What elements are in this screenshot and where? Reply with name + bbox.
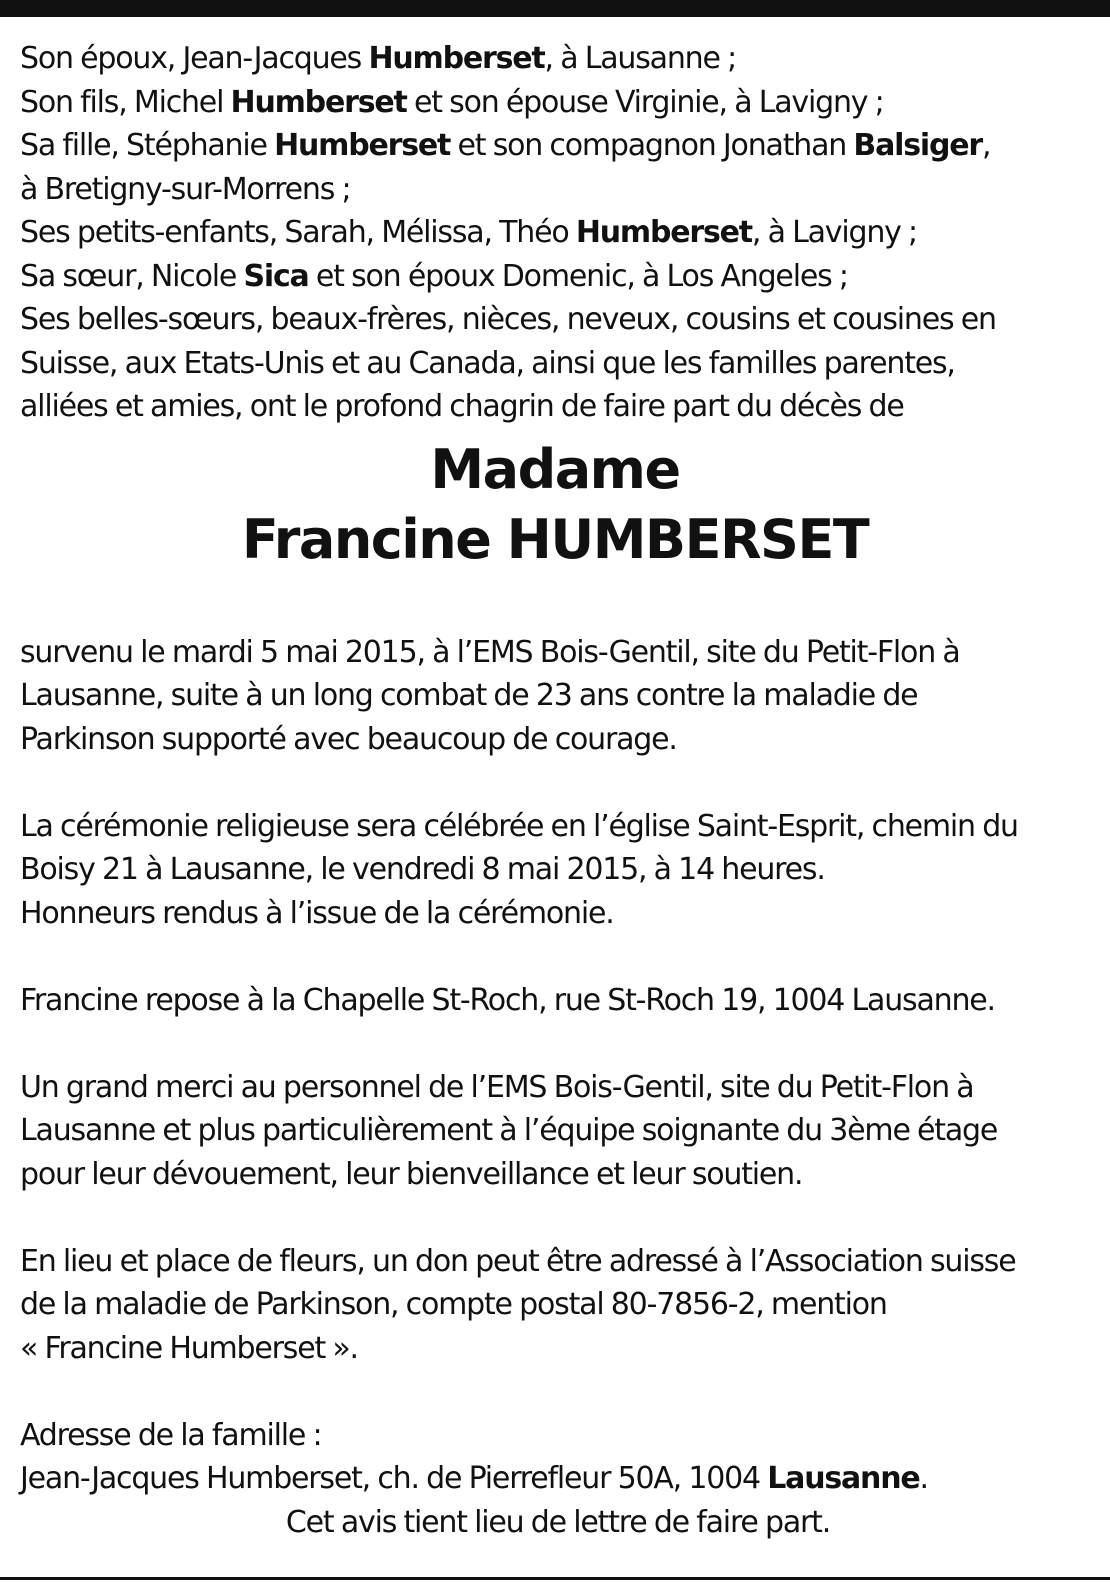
surname: Humberset xyxy=(368,41,545,76)
thanks-paragraph-line: Lausanne et plus particulièrement à l’équipe soignante du 3ème étage xyxy=(20,1113,998,1148)
rest-paragraph: Francine repose à la Chapelle St-Roch, rue St-Roch 19, 1004 Lausanne. xyxy=(20,982,995,1018)
death-paragraph-line: Lausanne, suite à un long combat de 23 ans contre la maladie de xyxy=(20,678,918,713)
spacer xyxy=(20,761,1090,805)
footer-note: Cet avis tient lieu de lettre de faire part. xyxy=(285,1504,831,1540)
son-line xyxy=(20,81,1090,125)
extended-family-line: alliées et amies, ont le profond chagrin de faire part du décès de xyxy=(20,389,904,424)
text: , xyxy=(981,128,991,163)
surname: Humberset xyxy=(274,128,451,163)
sister-line xyxy=(20,255,1090,299)
text: et son compagnon Jonathan xyxy=(450,128,854,163)
death-paragraph-line: Parkinson supporté avec beaucoup de courage. xyxy=(20,721,677,757)
extended-family-line: Ses belles-sœurs, beaux-frères, nièces, neveux, cousins et cousines en xyxy=(20,302,996,337)
obituary-notice xyxy=(20,37,1090,1544)
deceased-title: Madame xyxy=(430,437,680,501)
husband-line xyxy=(20,37,1090,81)
donation-paragraph-line: de la maladie de Parkinson, compte postal 80-7856-2, mention xyxy=(20,1287,887,1322)
top-border-bar xyxy=(0,0,1110,17)
daughter-line xyxy=(20,124,1090,168)
grandchildren-line xyxy=(20,211,1090,255)
spacer xyxy=(20,575,1090,631)
text: et son épouse Virginie, à Lavigny ; xyxy=(406,84,884,120)
text: Son époux, Jean-Jacques xyxy=(20,41,369,76)
surname: Sica xyxy=(243,258,309,294)
text: . xyxy=(919,1461,928,1496)
donation-paragraph-line: « Francine Humberset ». xyxy=(20,1330,358,1366)
text: Sa fille, Stéphanie xyxy=(20,128,275,163)
spacer xyxy=(20,1196,1090,1240)
spacer xyxy=(20,1370,1090,1414)
surname: Humberset xyxy=(230,84,407,120)
text: , à Lavigny ; xyxy=(751,215,917,250)
surname: Humberset xyxy=(575,215,752,250)
text: et son époux Domenic, à Los Angeles ; xyxy=(308,258,848,294)
text: Sa sœur, Nicole xyxy=(20,258,244,294)
surname: Balsiger xyxy=(853,128,982,163)
deceased-name: Francine HUMBERSET xyxy=(241,507,869,571)
ceremony-paragraph-line: Boisy 21 à Lausanne, le vendredi 8 mai 2015, à 14 heures. xyxy=(20,852,825,887)
thanks-paragraph-line: pour leur dévouement, leur bienveillance et leur soutien. xyxy=(20,1156,803,1192)
bottom-border-rule xyxy=(0,1577,1110,1580)
spacer xyxy=(20,935,1090,979)
donation-paragraph-line: En lieu et place de fleurs, un don peut être adressé à l’Association suisse xyxy=(20,1243,1016,1279)
ceremony-paragraph-line: Honneurs rendus à l’issue de la cérémonie. xyxy=(20,895,614,931)
ceremony-paragraph-line: La cérémonie religieuse sera célébrée en l’église Saint-Esprit, chemin du xyxy=(20,808,1018,844)
text: Son fils, Michel xyxy=(20,84,231,120)
spacer xyxy=(20,1022,1090,1066)
address-city: Lausanne xyxy=(767,1461,920,1496)
thanks-paragraph-line: Un grand merci au personnel de l’EMS Bois-Gentil, site du Petit-Flon à xyxy=(20,1069,974,1105)
death-paragraph-line: survenu le mardi 5 mai 2015, à l’EMS Bois-Gentil, site du Petit-Flon à xyxy=(20,634,960,670)
text: Ses petits-enfants, Sarah, Mélissa, Théo xyxy=(20,215,576,250)
family-address-label: Adresse de la famille : xyxy=(20,1417,322,1453)
text: , à Lausanne ; xyxy=(544,41,736,76)
text: Jean-Jacques Humberset, ch. de Pierrefleur 50A, 1004 xyxy=(20,1461,768,1496)
daughter-location-line: à Bretigny-sur-Morrens ; xyxy=(20,171,351,207)
family-address-line xyxy=(20,1457,1090,1501)
extended-family-line: Suisse, aux Etats-Unis et au Canada, ainsi que les familles parentes, xyxy=(20,345,955,381)
